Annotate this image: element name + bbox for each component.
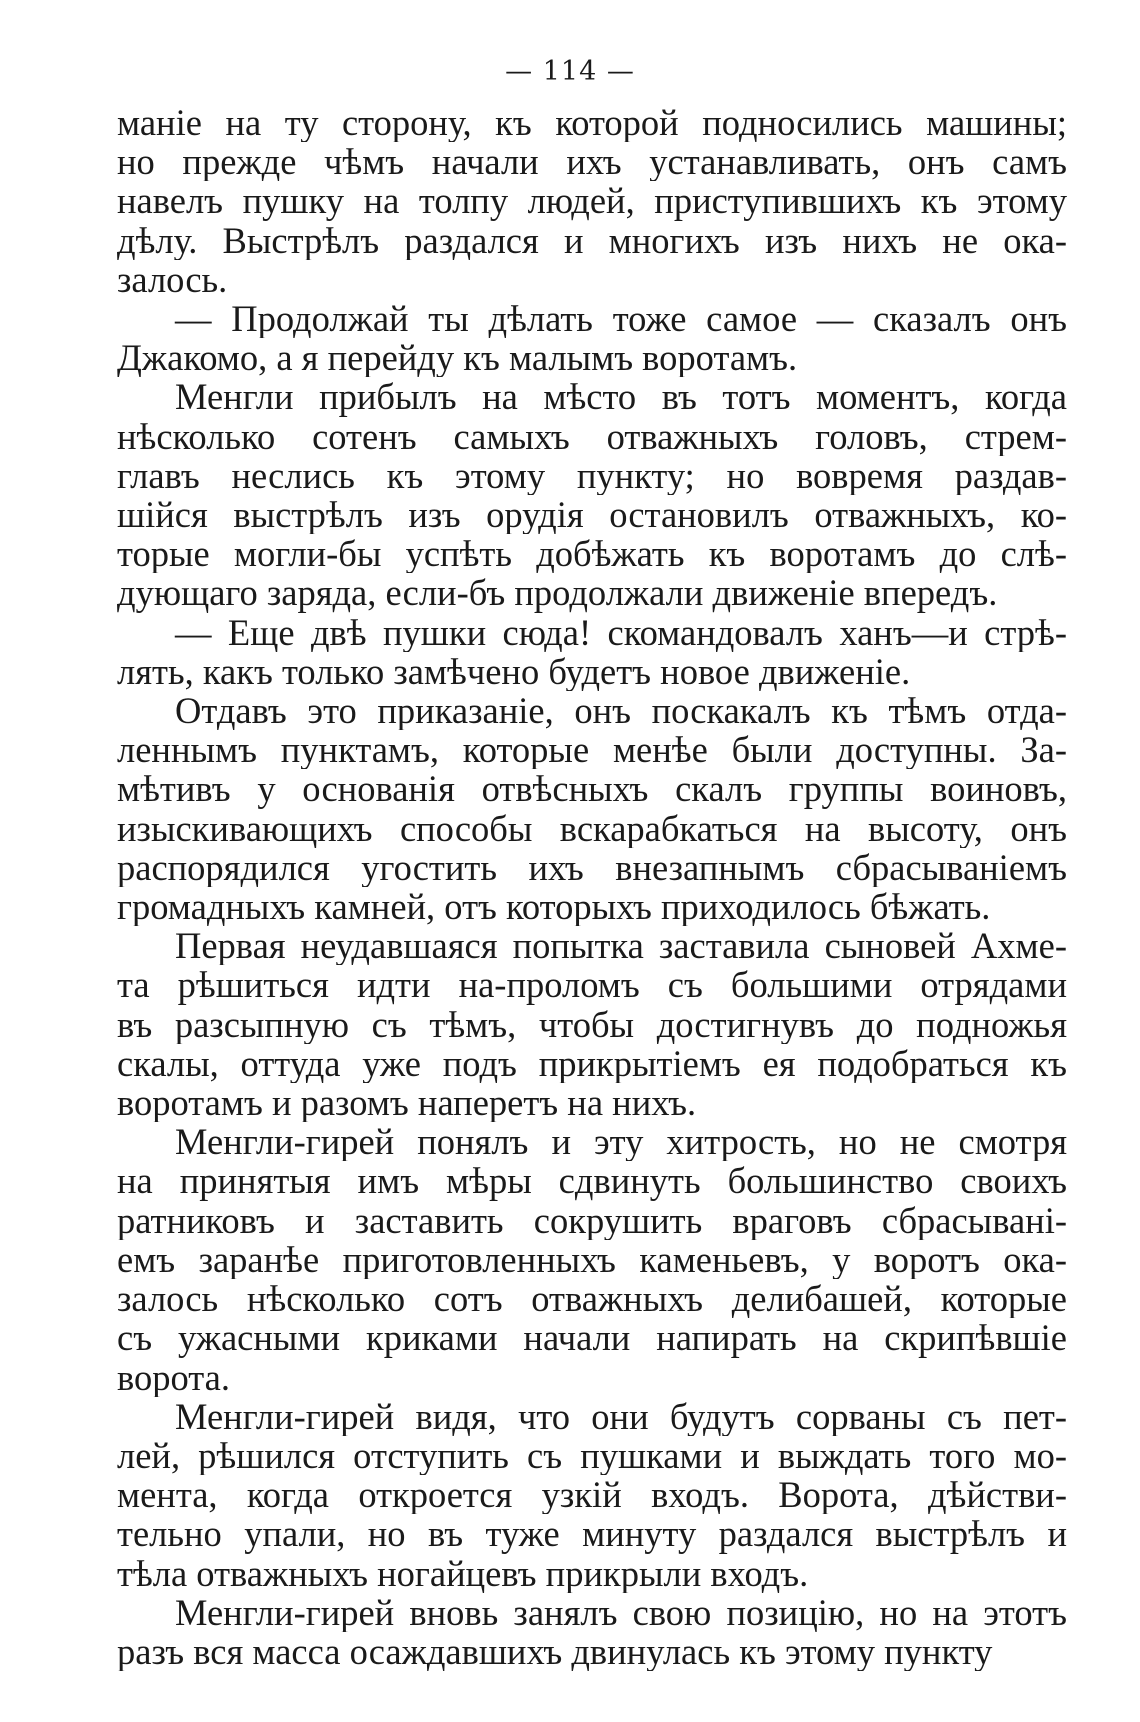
text-line: залось. [117, 259, 228, 300]
text-line: но прежде чѣмъ начали ихъ устанавливать, онъ самъ [117, 142, 1067, 182]
paragraph [117, 103, 1067, 299]
text-line: ворота. [117, 1357, 230, 1397]
paragraph [117, 691, 1067, 926]
paragraph [117, 1122, 1067, 1396]
text-line: торые могли-бы успѣть добѣжать къ воротамъ до слѣ- [117, 534, 1067, 574]
text-line: — Еще двѣ пушки сюда! скомандовалъ ханъ—и стрѣ- [175, 612, 1067, 652]
text-line: скалы, оттуда уже подъ прикрытіемъ ея подобраться къ [117, 1043, 1067, 1084]
text-line: воротамъ и разомъ наперетъ на нихъ. [117, 1083, 697, 1123]
text-line: разъ вся масса осаждавшихъ двинулась къ этому пункту [117, 1631, 993, 1672]
text-line: лять, какъ только замѣчено будетъ новое движеніе. [117, 651, 911, 692]
text-line: тѣла отважныхъ ногайцевъ прикрыли входъ. [117, 1553, 809, 1593]
text-line: — Продолжай ты дѣлать тоже самое — сказалъ онъ [175, 299, 1067, 339]
text-body [117, 103, 1067, 1671]
text-line: съ ужасными криками начали напирать на скрипѣвшіе [117, 1318, 1067, 1358]
text-line: леннымъ пунктамъ, которые менѣе были доступны. За- [117, 730, 1067, 770]
text-line: дѣлу. Выстрѣлъ раздался и многихъ изъ нихъ не ока- [117, 220, 1067, 260]
text-line: изыскивающихъ способы вскарабкаться на высоту, онъ [117, 808, 1067, 848]
text-line: Менгли-гирей видя, что они будутъ сорваны съ пет- [175, 1396, 1067, 1436]
text-line: въ разсыпную съ тѣмъ, чтобы достигнувъ до подножья [117, 1004, 1067, 1044]
text-line: тельно упали, но въ туже минуту раздался выстрѣлъ и [117, 1514, 1067, 1554]
text-line: навелъ пушку на толпу людей, приступившихъ къ этому [117, 181, 1067, 221]
text-line: Джакомо, а я перейду къ малымъ воротамъ. [117, 338, 798, 378]
text-line: распорядился угостить ихъ внезапнымъ сбрасываніемъ [117, 847, 1067, 888]
paragraph [117, 613, 1067, 691]
text-line: емъ заранѣе приготовленныхъ каменьевъ, у воротъ ока- [117, 1239, 1067, 1280]
paragraph [117, 1397, 1067, 1593]
text-line: Менгли прибылъ на мѣсто въ тотъ моментъ, когда [175, 377, 1067, 417]
text-line: громадныхъ камней, отъ которыхъ приходилось бѣжать. [117, 887, 991, 927]
text-line: мента, когда откроется узкій входъ. Ворота, дѣйстви- [117, 1475, 1067, 1515]
text-line: Менгли-гирей вновь занялъ свою позицію, но на этотъ [175, 1592, 1067, 1632]
paragraph [117, 1593, 1067, 1671]
text-line: Отдавъ это приказаніе, онъ поскакалъ къ тѣмъ отда- [175, 691, 1067, 731]
paragraph [117, 926, 1067, 1122]
text-line: на принятыя имъ мѣры сдвинуть большинство своихъ [117, 1161, 1067, 1201]
text-line: нѣсколько сотенъ самыхъ отважныхъ головъ, стрем- [117, 416, 1067, 456]
text-line: маніе на ту сторону, къ которой подносились машины; [117, 103, 1067, 143]
text-line: ратниковъ и заставить сокрушить враговъ сбрасывані- [117, 1200, 1067, 1240]
text-line: мѣтивъ у основанія отвѣсныхъ скалъ группы воиновъ, [117, 769, 1067, 809]
page-number: — 114 — [505, 56, 635, 87]
text-line: главъ неслись къ этому пункту; но вовремя раздав- [117, 455, 1067, 496]
text-line: дующаго заряда, если-бъ продолжали движеніе впередъ. [117, 573, 998, 613]
text-line: залось нѣсколько сотъ отважныхъ делибашей, которые [117, 1279, 1067, 1319]
text-line: лей, рѣшился отступить съ пушками и выждать того мо- [117, 1435, 1067, 1476]
text-line: Менгли-гирей понялъ и эту хитрость, но не смотря [175, 1122, 1067, 1162]
paragraph [117, 377, 1067, 612]
paragraph [117, 299, 1067, 377]
text-line: Первая неудавшаяся попытка заставила сыновей Ахме- [175, 926, 1067, 966]
text-line: шійся выстрѣлъ изъ орудія остановилъ отважныхъ, ко- [117, 495, 1067, 535]
text-line: та рѣшиться идти на-проломъ съ большими отрядами [117, 965, 1067, 1005]
